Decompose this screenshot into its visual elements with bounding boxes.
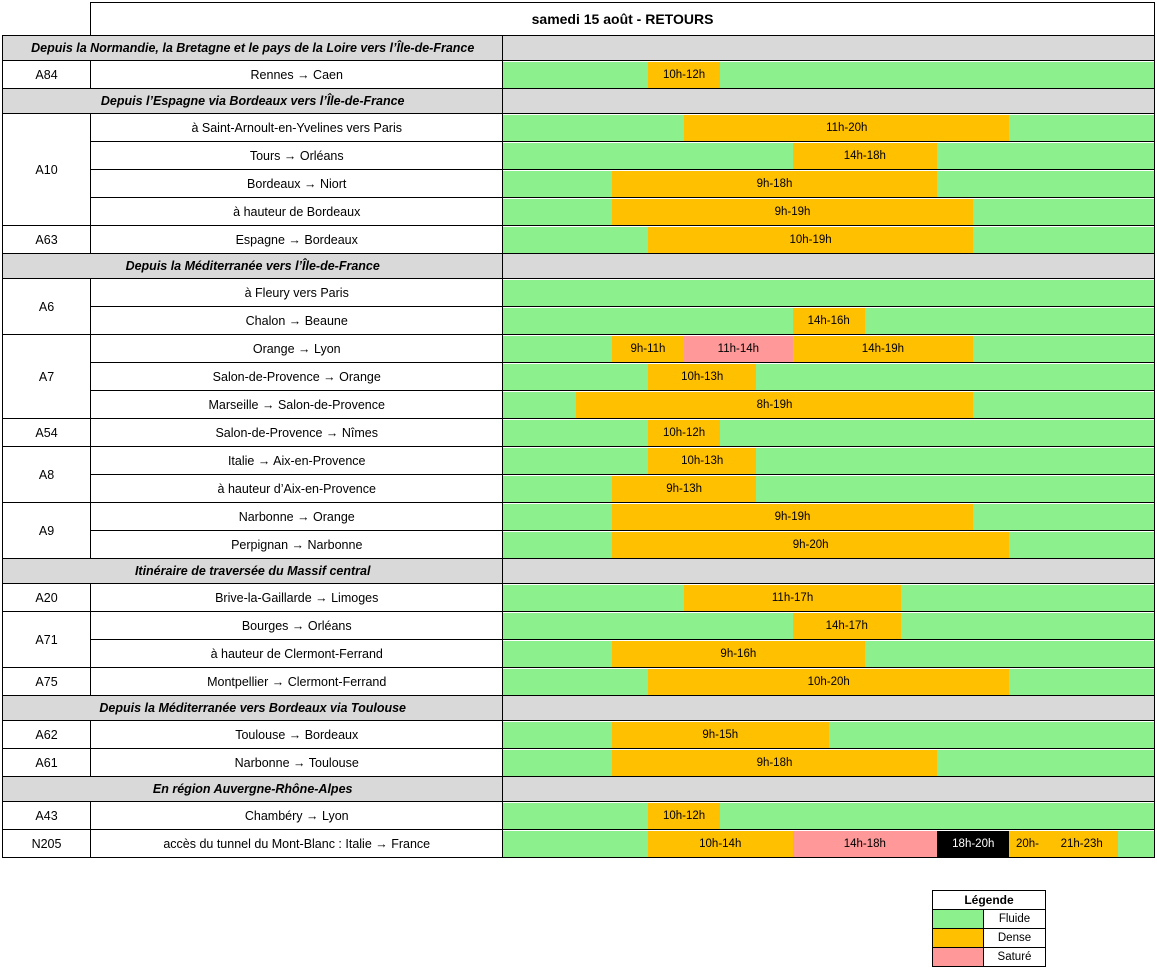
timeline [503,420,1154,446]
traffic-slot: 14h-18h [793,831,938,857]
section-heading: En région Auvergne-Rhône-Alpes [3,777,503,802]
traffic-slot: 10h-14h [648,831,793,857]
segment-label: Perpignan → Narbonne [91,531,503,559]
traffic-slot: 10h-13h [648,364,756,390]
timeline [503,476,1154,502]
table-row [3,335,1155,363]
road-label: A7 [3,335,91,419]
timeline-cell [503,802,1155,830]
road-label: N205 [3,830,91,858]
timeline-cell [503,61,1155,89]
timeline [503,831,1154,857]
timeline [503,750,1154,776]
timeline-cell [503,475,1155,503]
segment-label: Brive-la-Gaillarde → Limoges [91,584,503,612]
timeline [503,504,1154,530]
traffic-slot: 10h-12h [648,803,720,829]
traffic-slot: 9h-19h [612,199,973,225]
timeline-cell [503,198,1155,226]
timeline-cell [503,830,1155,858]
section-heading-fill [503,89,1155,114]
timeline-cell [503,419,1155,447]
table-row [3,307,1155,335]
traffic-slot: 11h-14h [684,336,792,362]
road-label: A71 [3,612,91,668]
legend-item [933,929,1045,948]
segment-label: Tours → Orléans [91,142,503,170]
timeline [503,669,1154,695]
timeline-cell [503,142,1155,170]
legend-item [933,948,1045,966]
legend-swatch [933,929,984,947]
traffic-slot: 10h-19h [648,227,973,253]
timeline [503,803,1154,829]
table-row [3,612,1155,640]
timeline-cell [503,447,1155,475]
timeline [503,392,1154,418]
table-row [3,419,1155,447]
timeline [503,613,1154,639]
segment-label: à Saint-Arnoult-en-Yvelines vers Paris [91,114,503,142]
traffic-slot: 9h-20h [612,532,1010,558]
table-row [3,802,1155,830]
traffic-slot: 11h-17h [684,585,901,611]
table-row [3,198,1155,226]
traffic-slot: 9h-18h [612,750,937,776]
timeline [503,115,1154,141]
section-heading-fill [503,696,1155,721]
table-row [3,391,1155,419]
traffic-slot: 9h-13h [612,476,757,502]
timeline-cell [503,307,1155,335]
segment-label: Marseille → Salon-de-Provence [91,391,503,419]
timeline-cell [503,531,1155,559]
section-heading-fill [503,559,1155,584]
traffic-slot: 14h-17h [793,613,901,639]
timeline [503,641,1154,667]
traffic-slot: 9h-16h [612,641,865,667]
segment-label: Rennes → Caen [91,61,503,89]
traffic-slot: 14h-19h [793,336,974,362]
segment-label: Bordeaux → Niort [91,170,503,198]
table-row [3,142,1155,170]
traffic-slot: 9h-15h [612,722,829,748]
road-label: A63 [3,226,91,254]
timeline-cell [503,612,1155,640]
timeline [503,585,1154,611]
traffic-slot: 11h-20h [684,115,1009,141]
table-row [3,226,1155,254]
legend-item [933,910,1045,929]
segment-label: Orange → Lyon [91,335,503,363]
timeline [503,171,1154,197]
section-heading-fill [503,777,1155,802]
timeline [503,336,1154,362]
road-label: A61 [3,749,91,777]
road-label: A43 [3,802,91,830]
segment-label: à Fleury vers Paris [91,279,503,307]
traffic-slot: 21h-23h [1046,831,1118,857]
timeline [503,532,1154,558]
road-label: A84 [3,61,91,89]
traffic-slot: 9h-11h [612,336,684,362]
timeline [503,448,1154,474]
timeline [503,308,1154,334]
road-label: A20 [3,584,91,612]
traffic-slot: 10h-20h [648,669,1009,695]
section-heading: Depuis la Méditerranée vers l’Île-de-France [3,254,503,279]
table-row [3,503,1155,531]
segment-label: Espagne → Bordeaux [91,226,503,254]
traffic-slot: 8h-19h [576,392,974,418]
section-heading: Itinéraire de traversée du Massif central [3,559,503,584]
timeline-cell [503,363,1155,391]
section-heading: Depuis la Normandie, la Bretagne et le pays de la Loire vers l’Île-de-France [3,36,503,61]
legend-item-label: Dense [997,932,1032,944]
road-label: A54 [3,419,91,447]
timeline-cell [503,391,1155,419]
table-row [3,114,1155,142]
timeline-cell [503,749,1155,777]
road-label: A8 [3,447,91,503]
legend-swatch [933,910,984,928]
table-row [3,61,1155,89]
table-row [3,640,1155,668]
table-row [3,749,1155,777]
timeline [503,364,1154,390]
segment-label: Bourges → Orléans [91,612,503,640]
legend [932,890,1046,967]
table-row [3,475,1155,503]
table-row [3,531,1155,559]
segment-label: Toulouse → Bordeaux [91,721,503,749]
traffic-slot: 10h-12h [648,62,720,88]
segment-label: Chalon → Beaune [91,307,503,335]
section-heading: Depuis la Méditerranée vers Bordeaux via Toulouse [3,696,503,721]
timeline [503,62,1154,88]
segment-label: Chambéry → Lyon [91,802,503,830]
road-label: A62 [3,721,91,749]
table-row [3,447,1155,475]
segment-label: accès du tunnel du Mont-Blanc : Italie → France [91,830,503,858]
table-row [3,721,1155,749]
segment-label: Narbonne → Orange [91,503,503,531]
traffic-table [2,2,1155,858]
table-row [3,668,1155,696]
timeline-cell [503,640,1155,668]
traffic-slot: 10h-13h [648,448,756,474]
table-row [3,830,1155,858]
timeline [503,227,1154,253]
timeline-cell [503,114,1155,142]
timeline-cell [503,584,1155,612]
section-heading: Depuis l’Espagne via Bordeaux vers l’Île-de-France [3,89,503,114]
traffic-slot: 9h-18h [612,171,937,197]
timeline [503,722,1154,748]
segment-label: à hauteur d’Aix-en-Provence [91,475,503,503]
page-title: samedi 15 août - RETOURS [91,3,1155,36]
timeline [503,143,1154,169]
timeline [503,199,1154,225]
table-row [3,363,1155,391]
table-row [3,279,1155,307]
timeline-cell [503,170,1155,198]
segment-label: Salon-de-Provence → Orange [91,363,503,391]
title-spacer [3,3,91,36]
traffic-slot: 18h-20h [937,831,1009,857]
timeline-cell [503,503,1155,531]
timeline-cell [503,335,1155,363]
table-row [3,170,1155,198]
segment-label: à hauteur de Clermont-Ferrand [91,640,503,668]
road-label: A10 [3,114,91,226]
segment-label: Narbonne → Toulouse [91,749,503,777]
road-label: A75 [3,668,91,696]
traffic-slot: 20h- [1009,831,1045,857]
legend-item-label: Fluide [998,913,1031,925]
timeline-cell [503,226,1155,254]
segment-label: Montpellier → Clermont-Ferrand [91,668,503,696]
legend-swatch [933,948,984,966]
timeline-cell [503,279,1155,307]
road-label: A6 [3,279,91,335]
road-label: A9 [3,503,91,559]
traffic-slot: 14h-16h [793,308,865,334]
section-heading-fill [503,36,1155,61]
table-row [3,584,1155,612]
segment-label: à hauteur de Bordeaux [91,198,503,226]
traffic-slot: 10h-12h [648,420,720,446]
section-heading-fill [503,254,1155,279]
legend-item-label: Saturé [997,951,1032,963]
segment-label: Italie → Aix-en-Provence [91,447,503,475]
timeline-cell [503,668,1155,696]
legend-title: Légende [933,891,1045,910]
traffic-forecast-page [0,2,1157,971]
traffic-slot: 9h-19h [612,504,973,530]
timeline-cell [503,721,1155,749]
timeline [503,280,1154,306]
traffic-slot: 14h-18h [793,143,938,169]
segment-label: Salon-de-Provence → Nîmes [91,419,503,447]
